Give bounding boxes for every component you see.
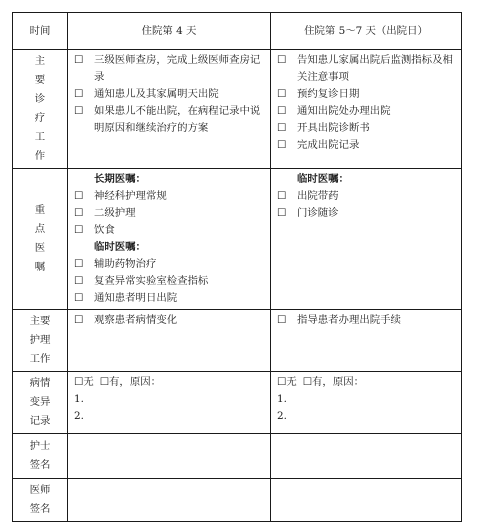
long-term-orders-title: 长期医嘱： bbox=[94, 173, 146, 185]
list-item: ☐ 饮食 bbox=[74, 222, 266, 239]
variance-day4-cell bbox=[68, 372, 271, 434]
list-item: ☐ 观察患者病情变化 bbox=[74, 312, 266, 329]
checkbox[interactable]: ☐ bbox=[277, 139, 287, 151]
doctor-signature-row bbox=[13, 479, 462, 522]
list-item: ☐ 辅助药物治疗 bbox=[74, 256, 266, 273]
doctor-signature-day4-field[interactable] bbox=[68, 479, 271, 522]
main-work-label: 主 要 诊 疗 工 作 bbox=[13, 50, 68, 169]
checkbox[interactable]: ☐ bbox=[277, 88, 287, 100]
list-item: ☐ 通知出院处办理出院 bbox=[277, 103, 457, 120]
temporary-orders-title: 临时医嘱： bbox=[94, 241, 146, 253]
checkbox[interactable]: ☐ bbox=[74, 105, 84, 117]
key-orders-day4-cell bbox=[68, 169, 271, 310]
checkbox[interactable]: ☐ bbox=[74, 224, 84, 236]
checkbox[interactable]: ☐ bbox=[74, 275, 84, 287]
clinical-pathway-table bbox=[12, 12, 462, 522]
variance-record-row bbox=[13, 372, 462, 434]
checkbox[interactable]: ☐ bbox=[74, 314, 84, 326]
checkbox[interactable]: ☐ bbox=[74, 292, 84, 304]
checkbox[interactable]: ☐ bbox=[277, 105, 287, 117]
temporary-orders-title: 临时医嘱： bbox=[297, 173, 349, 185]
doctor-signature-day5-7-field[interactable] bbox=[271, 479, 462, 522]
checkbox[interactable]: ☐ bbox=[277, 54, 287, 66]
variance-record-label: 病情 变异 记录 bbox=[13, 372, 68, 434]
variance-line-1: 1. bbox=[74, 393, 84, 405]
list-item: ☐ 如果患儿不能出院，在病程记录中说明原因和继续治疗的方案 bbox=[74, 103, 266, 137]
checkbox[interactable]: ☐ bbox=[74, 258, 84, 270]
list-item: ☐ 复查异常实验室检查指标 bbox=[74, 273, 266, 290]
key-orders-row bbox=[13, 169, 462, 310]
variance-day5-7-cell bbox=[271, 372, 462, 434]
checkbox[interactable]: ☐ bbox=[74, 190, 84, 202]
list-item: ☐ 神经科护理常规 bbox=[74, 188, 266, 205]
list-item: ☐ 开具出院诊断书 bbox=[277, 120, 457, 137]
variance-no-checkbox[interactable]: ☐无 bbox=[277, 376, 297, 388]
checkbox[interactable]: ☐ bbox=[277, 207, 287, 219]
checkbox[interactable]: ☐ bbox=[74, 207, 84, 219]
nursing-work-day4-cell bbox=[68, 310, 271, 372]
nurse-signature-day5-7-field[interactable] bbox=[271, 434, 462, 479]
key-orders-day5-7-cell bbox=[271, 169, 462, 310]
list-item: ☐ 三级医师查房，完成上级医师查房记录 bbox=[74, 52, 266, 86]
list-item: ☐ 预约复诊日期 bbox=[277, 86, 457, 103]
key-orders-label: 重 点 医 嘱 bbox=[13, 169, 68, 310]
checkbox[interactable]: ☐ bbox=[277, 122, 287, 134]
list-item: ☐ 通知患者明日出院 bbox=[74, 290, 266, 307]
header-day5-7: 住院第 5～7 天（出院日） bbox=[271, 13, 462, 50]
header-row bbox=[13, 13, 462, 50]
list-item: ☐ 指导患者办理出院手续 bbox=[277, 312, 457, 329]
nursing-work-day5-7-cell bbox=[271, 310, 462, 372]
main-work-day4-cell bbox=[68, 50, 271, 169]
list-item: ☐ 告知患儿家属出院后监测指标及相关注意事项 bbox=[277, 52, 457, 86]
variance-yes-checkbox[interactable]: ☐有，原因： bbox=[99, 376, 161, 388]
list-item: ☐ 二级护理 bbox=[74, 205, 266, 222]
doctor-signature-label: 医师 签名 bbox=[13, 479, 68, 522]
header-day4: 住院第 4 天 bbox=[68, 13, 271, 50]
nursing-work-row bbox=[13, 310, 462, 372]
nurse-signature-day4-field[interactable] bbox=[68, 434, 271, 479]
checkbox[interactable]: ☐ bbox=[277, 190, 287, 202]
nurse-signature-label: 护士 签名 bbox=[13, 434, 68, 479]
variance-yes-checkbox[interactable]: ☐有，原因： bbox=[302, 376, 364, 388]
checkbox[interactable]: ☐ bbox=[74, 88, 84, 100]
nurse-signature-row bbox=[13, 434, 462, 479]
list-item: ☐ 完成出院记录 bbox=[277, 137, 457, 154]
list-item: ☐ 出院带药 bbox=[277, 188, 457, 205]
main-work-day5-7-cell bbox=[271, 50, 462, 169]
list-item: ☐ 通知患儿及其家属明天出院 bbox=[74, 86, 266, 103]
variance-line-2: 2. bbox=[277, 410, 287, 422]
variance-line-1: 1. bbox=[277, 393, 287, 405]
list-item: ☐ 门诊随诊 bbox=[277, 205, 457, 222]
checkbox[interactable]: ☐ bbox=[277, 314, 287, 326]
checkbox[interactable]: ☐ bbox=[74, 54, 84, 66]
variance-no-checkbox[interactable]: ☐无 bbox=[74, 376, 94, 388]
main-work-row bbox=[13, 50, 462, 169]
variance-line-2: 2. bbox=[74, 410, 84, 422]
header-time: 时间 bbox=[13, 13, 68, 50]
nursing-work-label: 主要 护理 工作 bbox=[13, 310, 68, 372]
